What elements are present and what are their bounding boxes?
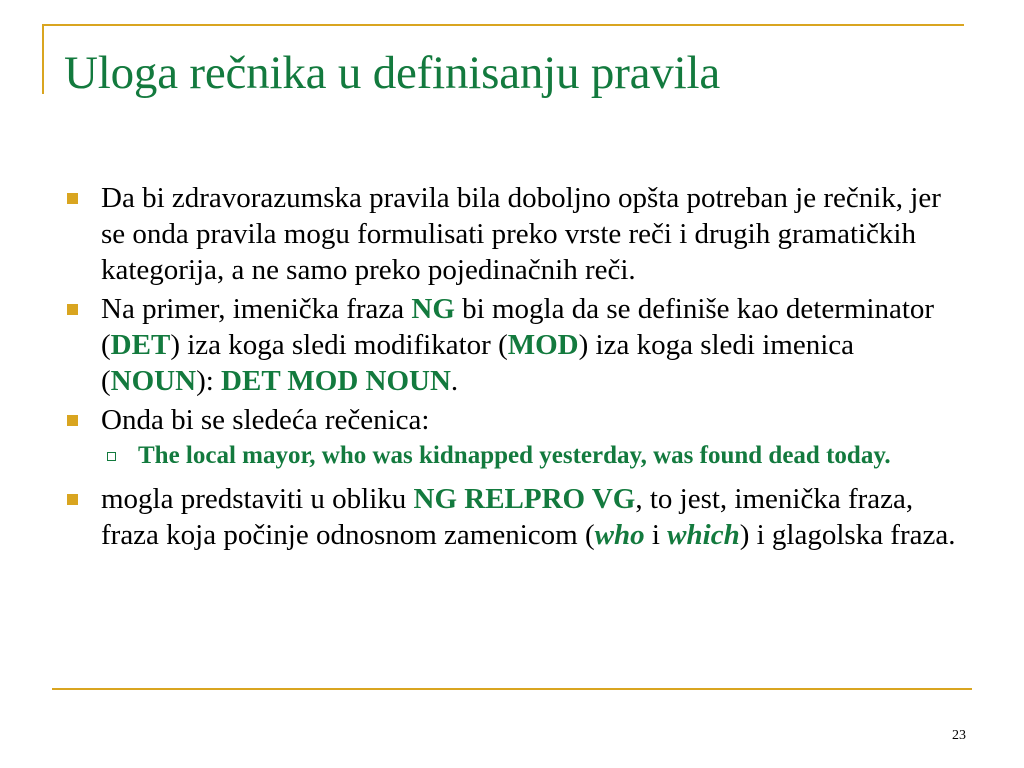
left-rule xyxy=(42,24,44,94)
term-ng: NG xyxy=(411,293,455,325)
bullet-2-text-d: ) iza koga sledi imenica ( xyxy=(101,329,855,397)
example-sentence: The local mayor, who was kidnapped yesterday, was found dead today. xyxy=(138,442,891,469)
top-rule xyxy=(42,24,964,26)
term-noun: NOUN xyxy=(110,365,197,397)
term-who: who xyxy=(594,519,645,551)
bullet-2-text-f: . xyxy=(450,365,459,397)
bullet-4-text-d: ) i glagolska fraza. xyxy=(739,519,956,551)
bullet-item-1 xyxy=(64,180,964,288)
term-det-mod-noun: DET MOD NOUN xyxy=(221,365,451,397)
square-bullet-icon xyxy=(67,193,78,204)
square-bullet-icon xyxy=(67,304,78,315)
bullet-item-2 xyxy=(64,291,964,399)
bullet-2-text-e: ): xyxy=(196,365,222,397)
bullet-item-3 xyxy=(64,402,964,438)
sub-bullet-item-1 xyxy=(101,441,964,471)
slide-body xyxy=(64,180,964,556)
bullet-2-text-c: ) iza koga sledi modifikator ( xyxy=(170,329,508,361)
term-det: DET xyxy=(110,329,171,361)
bullet-2-text-b: bi mogla da se definiše kao determinator ( xyxy=(101,293,935,361)
term-which: which xyxy=(667,519,740,551)
page-number: 23 xyxy=(952,728,966,743)
bullet-4-text-a: mogla predstaviti u obliku xyxy=(101,483,414,515)
hollow-square-bullet-icon xyxy=(107,452,116,461)
square-bullet-icon xyxy=(67,494,78,505)
bullet-3-text: Onda bi se sledeća rečenica: xyxy=(101,404,430,436)
bottom-rule xyxy=(52,688,972,690)
bullet-4-text-c: i xyxy=(644,519,668,551)
bullet-4-text-b: , to jest, imenička fraza, fraza koja počinje odnosnom zamenicom ( xyxy=(101,483,914,551)
bullet-item-4 xyxy=(64,481,964,553)
term-ng-relpro-vg: NG RELPRO VG xyxy=(413,483,636,515)
square-bullet-icon xyxy=(67,415,78,426)
bullet-2-text-a: Na primer, imenička fraza xyxy=(101,293,412,325)
bullet-1-text: Da bi zdravorazumska pravila bila doboljno opšta potreban je rečnik, jer se onda pravila mogu formulisati preko vrste reči i drugih gramatičkih kategorija, a ne samo preko pojedinačnih reči. xyxy=(101,182,941,286)
term-mod: MOD xyxy=(507,329,579,361)
slide-title: Uloga rečnika u definisanju pravila xyxy=(64,47,720,99)
